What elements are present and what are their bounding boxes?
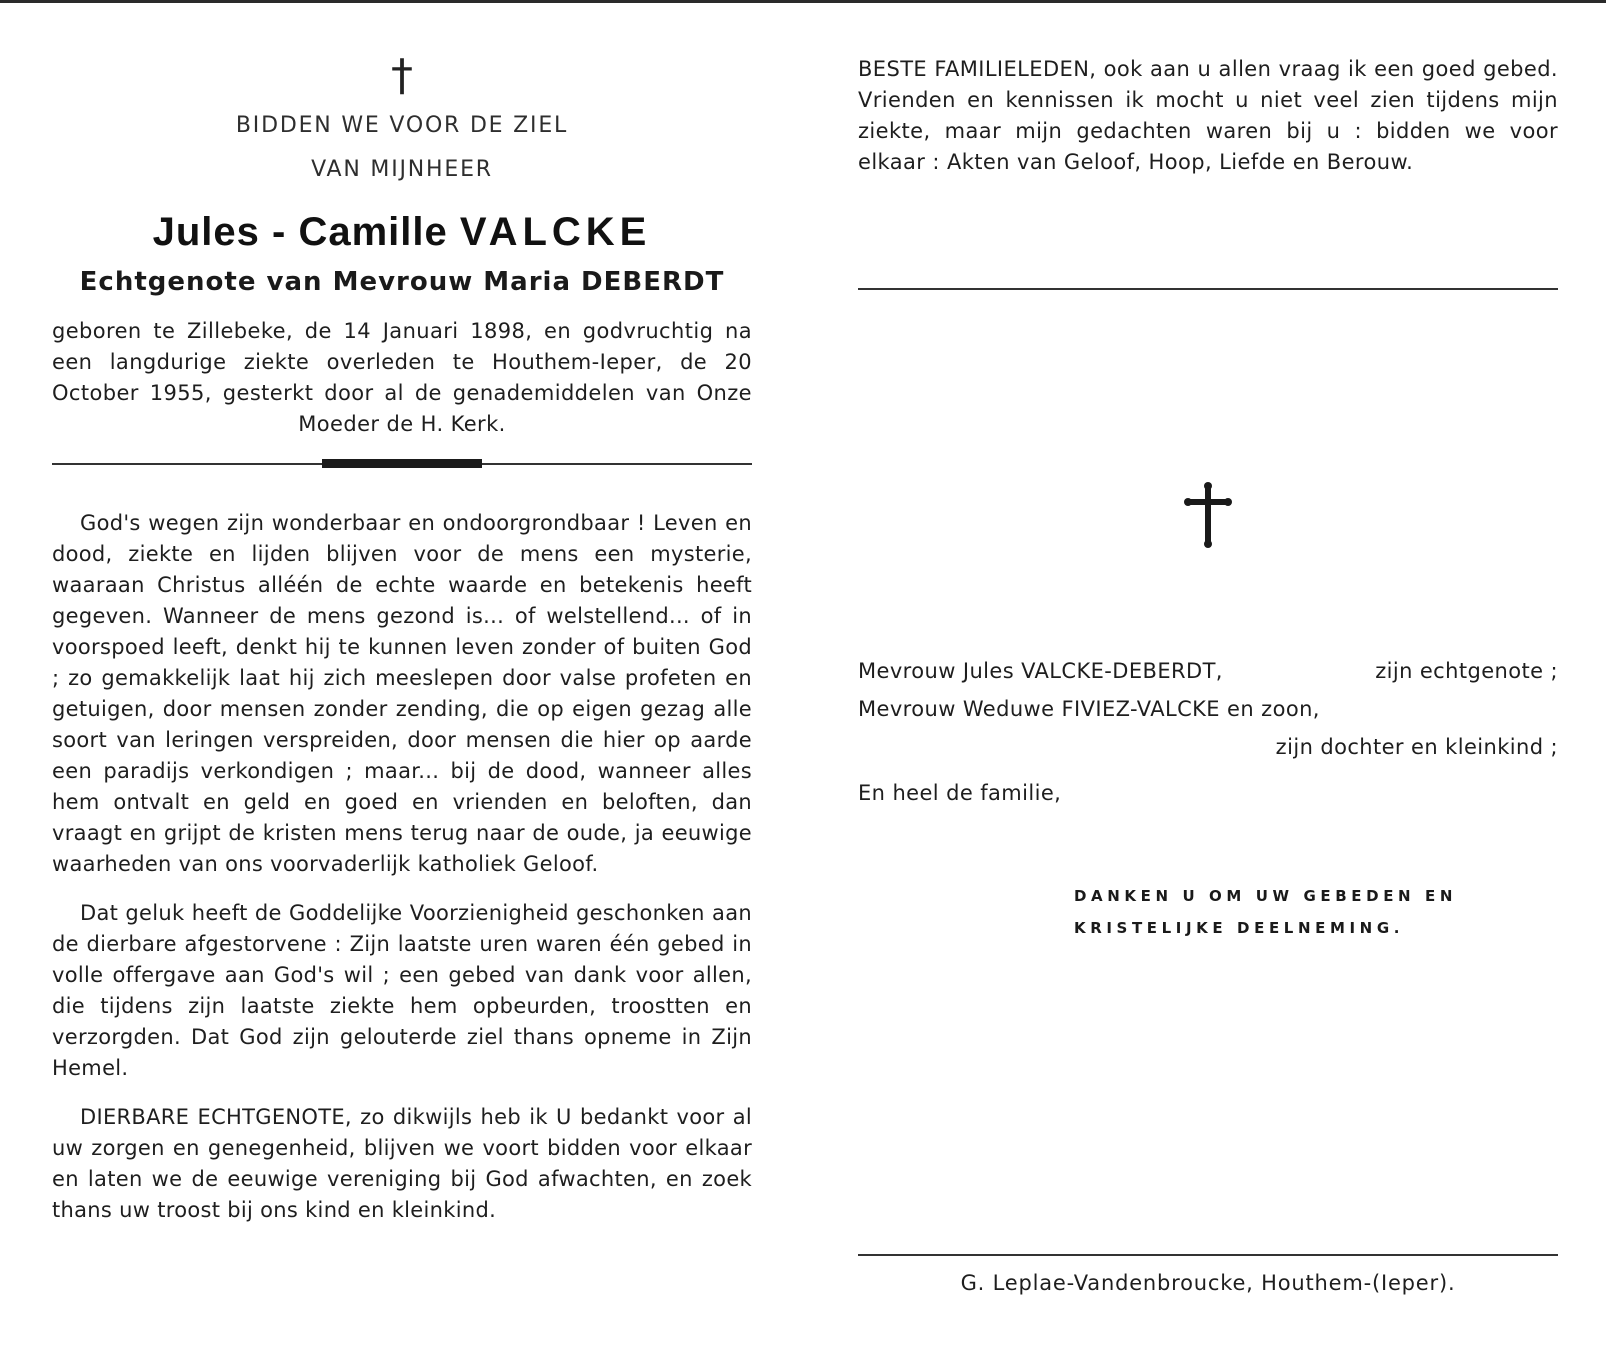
prayer-heading-line2: VAN MIJNHEER [311,157,493,182]
mourner-row-family [858,774,1558,812]
meditation-paragraph-2: Dat geluk heeft de Goddelijke Voorzienigheid geschonken aan de dierbare afgestorvene : Zijn laatste uren waren één gebed in volle offergave aan God's wil ; een gebed van dank voor allen, die tijdens zijn laatste ziekte hem opbeurden, troostten en verzorgden. Dat God zijn gelouterde ziel thans opneme in Zijn Hemel. [52,901,752,1080]
family-note: BESTE FAMILIELEDEN, ook aan u allen vraag ik een goed gebed. Vrienden en kennissen ik mocht u niet veel zien tijdens mijn ziekte, maar mijn gedachten waren bij u : bidden we voor elkaar : Akten van Geloof, Hoop, Liefde en Berouw. [858,57,1558,174]
mourner-name: En heel de familie, [858,781,1062,805]
mourner-name: Mevrouw Weduwe FIVIEZ-VALCKE en zoon, [858,697,1320,721]
horizontal-rule-bottom [858,1254,1558,1256]
horizontal-rule [858,288,1558,290]
latin-cross-icon: † [391,50,413,101]
prayer-heading-line1: BIDDEN WE VOOR DE ZIEL [235,113,569,138]
mourner-row-daughter [858,690,1558,728]
birth-death-details: geboren te Zillebeke, de 14 Januari 1898, en godvruchtig na een langdurige ziekte overleden te Houthem-Ieper, de 20 October 1955, gesterkt door al de genademiddelen van Onze Moeder de H. Kerk. [52,319,752,436]
section-divider [52,458,752,470]
mourners-list [858,652,1558,812]
mourner-row-daughter-relation [858,728,1558,766]
meditation-paragraph-1: God's wegen zijn wonderbaar en ondoorgrondbaar ! Leven en dood, ziekte en lijden blijven voor de mens een mysterie, waaraan Christus alléén de echte waarde en betekenis heeft gegeven. Wanneer de mens gezond is... of welstellend... of in voorspoed leeft, denkt hij te kunnen leven zonder of buiten God ; zo gemakkelijk laat hij zich meeslepen door valse profeten en getuigen, door mensen zonder zending, die op eigen gezag alle soort van leringen verspreiden, door mensen die hier op aarde een paradijs verkondigen ; maar... bij de dood, wanneer alles hem ontvalt en geld en goed en vrienden en beloften, dan vraagt en grijpt de kristen mens terug naar de oude, ja eeuwige waarheden van ons voorvaderlijk katholiek Geloof. [52,511,752,876]
top-edge-line [0,0,1606,3]
spouse-line: Echtgenote van Mevrouw Maria DEBERDT [79,267,725,297]
mourner-row-spouse [858,652,1558,690]
right-panel [858,48,1558,1298]
mourner-relation: zijn dochter en kleinkind ; [1275,735,1558,759]
left-panel [52,48,752,1226]
deceased-name [52,204,752,260]
meditation-paragraph-3: DIERBARE ECHTGENOTE, zo dikwijls heb ik U bedankt voor al uw zorgen en genegenheid, blijven we voort bidden voor elkaar en laten we de eeuwige vereniging bij God afwachten, en zoek thans uw troost bij ons kind en kleinkind. [52,1105,752,1222]
thanks-line-2: KRISTELIJKE DEELNEMING. [1074,919,1405,937]
thanks-text [1074,880,1558,944]
divider-thick-bar [322,459,482,468]
printer-credit: G. Leplae-Vandenbroucke, Houthem-(Ieper). [960,1271,1456,1295]
ornate-cross-icon [858,482,1558,552]
thanks-line-1: DANKEN U OM UW GEBEDEN EN [1074,887,1458,905]
deceased-surname: VALCKE [459,210,652,254]
mourner-relation: zijn echtgenote ; [1375,659,1558,683]
deceased-given-names: Jules - Camille [152,210,448,254]
mourner-name: Mevrouw Jules VALCKE-DEBERDT, [858,659,1223,683]
